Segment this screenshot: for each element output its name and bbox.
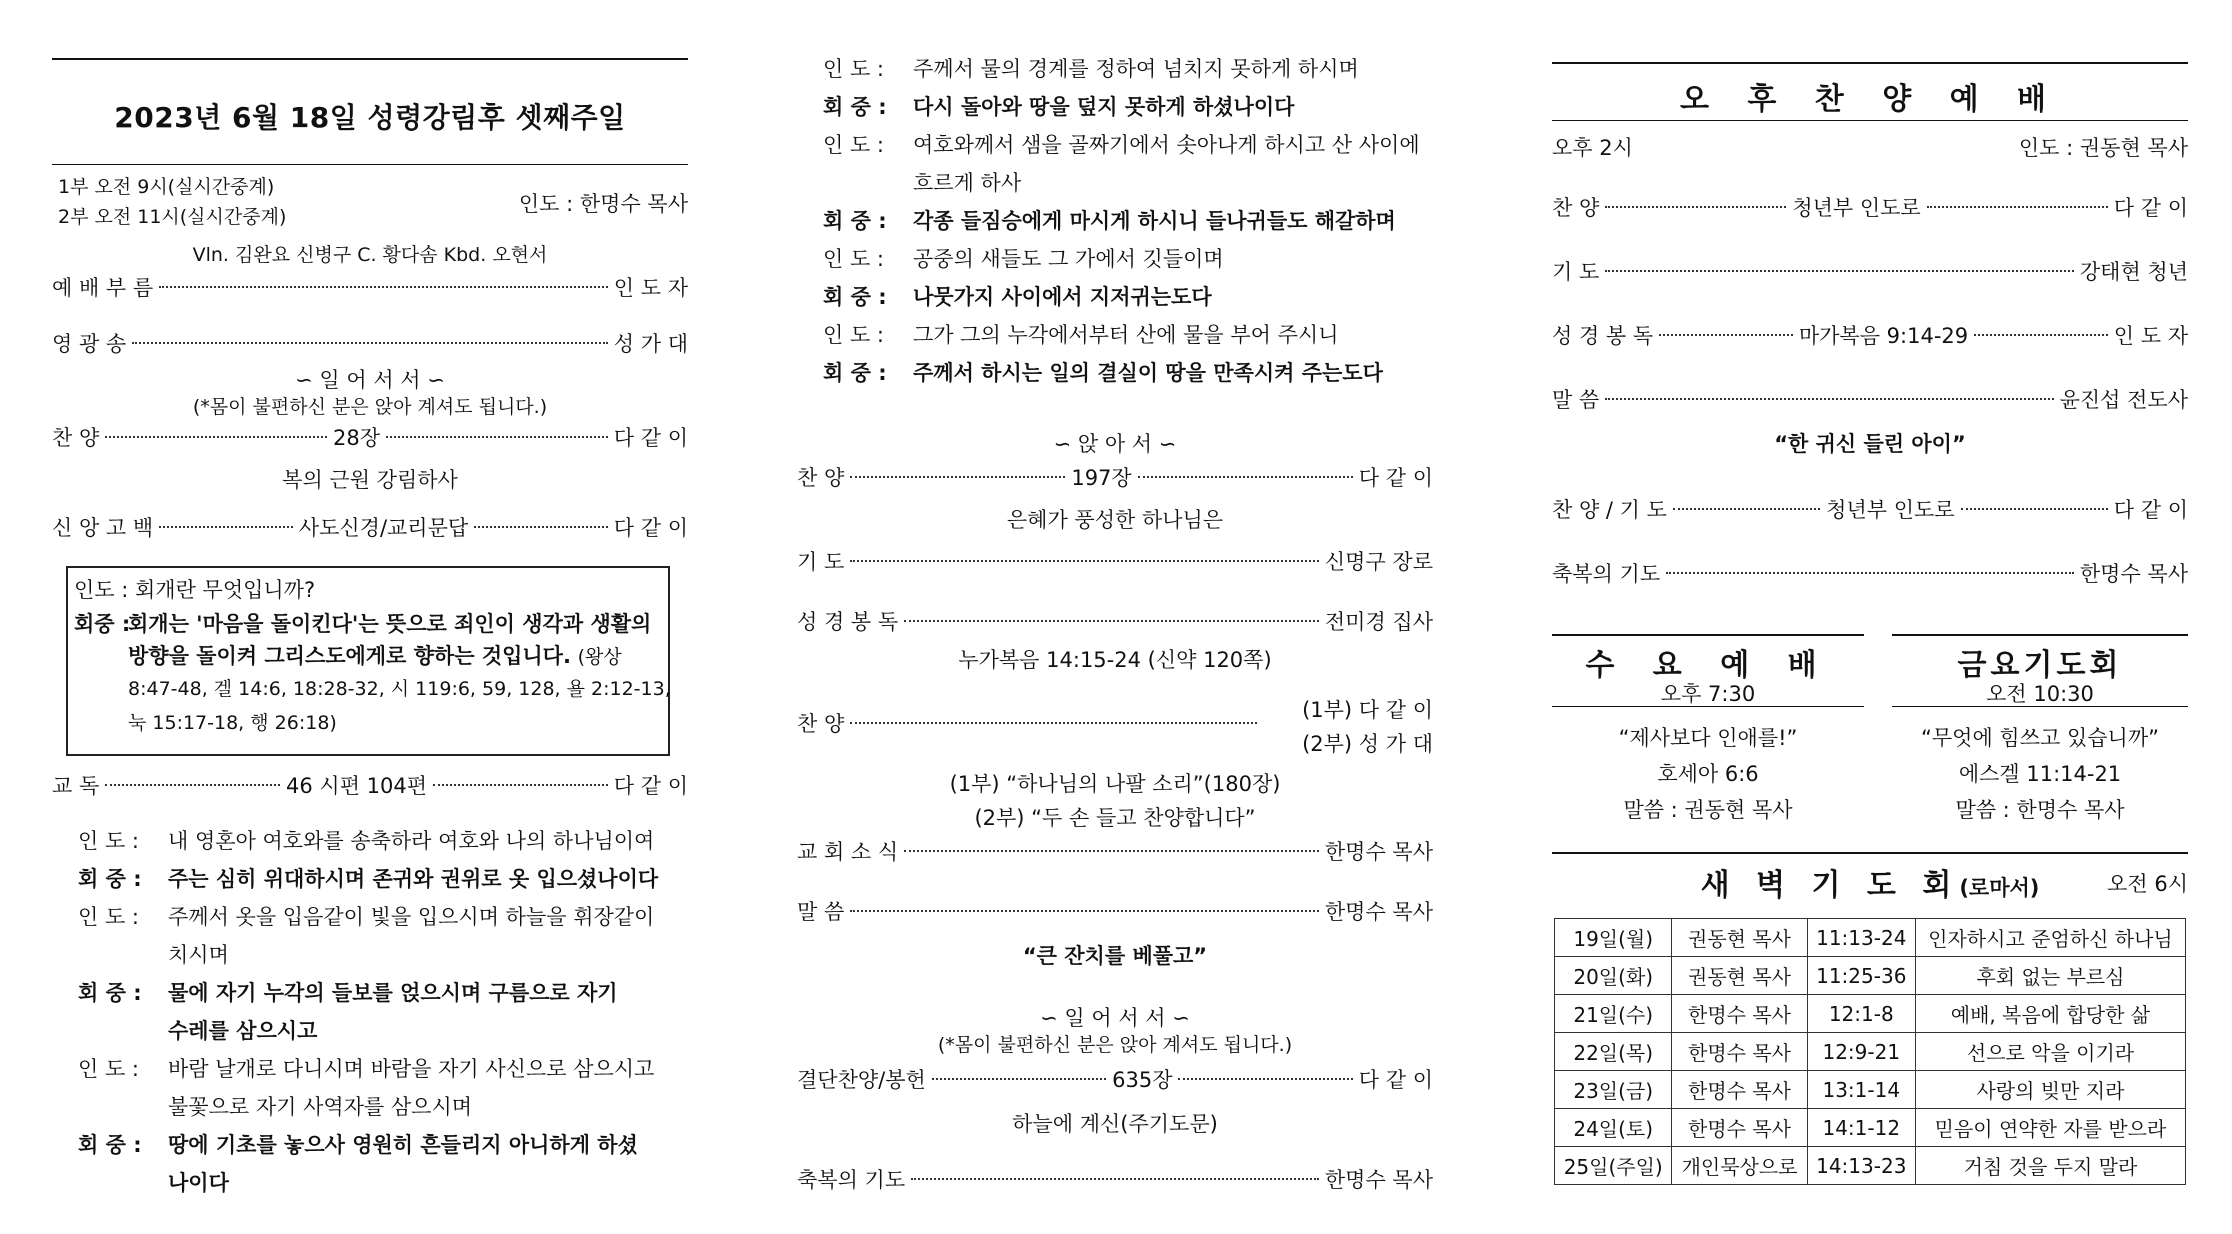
dawn-sermon-title-cell: 사랑의 빚만 지라 (1915, 1071, 2185, 1109)
dawn-speaker-cell: 한명수 목사 (1672, 1109, 1807, 1147)
title-rule (52, 164, 688, 165)
dawn-day-cell: 19일(월) (1555, 919, 1672, 957)
leader-dots (1138, 476, 1353, 478)
reading-line (823, 50, 1433, 88)
reading-who: 회 중 : (823, 361, 887, 385)
afternoon-sermon (1552, 384, 2188, 414)
reading-text: 공중의 새들도 그 가에서 깃들이며 (913, 247, 1224, 271)
order-right: 다 같 이 (2113, 196, 2188, 220)
reading-line (78, 822, 688, 860)
leader-dots (1605, 398, 2053, 400)
order-right: 인 도 자 (613, 276, 688, 300)
leader-dots (159, 526, 293, 528)
order-right: 성 가 대 (613, 332, 688, 356)
stand-instruction-2: ∽ 일 어 서 서 ∽ (1040, 1006, 1190, 1030)
order-right: 다 같 이 (1358, 466, 1433, 490)
reading-text: 땅에 기초를 놓으사 영원히 흔들리지 아니하게 하셨 (168, 1133, 638, 1157)
order-right: 전미경 집사 (1324, 610, 1433, 634)
order-scripture (797, 606, 1433, 636)
order-label: 성 경 봉 독 (1552, 324, 1654, 348)
reading-who: 인 도 : (823, 133, 884, 157)
leader-dots (904, 620, 1319, 622)
order-value: 197장 (1071, 466, 1132, 490)
dawn-sermon-title-cell: 믿음이 연약한 자를 받으라 (1915, 1109, 2185, 1147)
order-label: 찬 양 (52, 426, 100, 450)
dawn-sermon-title-cell: 예배, 복음에 합당한 삶 (1915, 995, 2185, 1033)
order-right: 한명수 목사 (1324, 840, 1433, 864)
order-value: 청년부 인도로 (1826, 498, 1955, 522)
top-rule (52, 58, 688, 60)
dawn-day-cell: 22일(목) (1555, 1033, 1672, 1071)
reading-line (823, 126, 1433, 164)
dawn-top-rule (1552, 852, 2188, 854)
hymn-title: 복의 근원 강림하사 (282, 468, 458, 492)
offering-title: 하늘에 계신(주기도문) (1012, 1112, 1218, 1136)
reading-text: 여호와께서 샘을 골짜기에서 솟아나게 하시고 산 사이에 (913, 133, 1420, 157)
afternoon-time: 오후 2시 (1552, 136, 1633, 160)
reading-line (823, 354, 1433, 392)
reading-continuation: 나이다 (168, 1171, 229, 1195)
dawn-day-cell: 24일(토) (1555, 1109, 1672, 1147)
dawn-schedule-table (1554, 918, 2186, 1185)
leader-dots (1961, 508, 2108, 510)
order-benediction (797, 1164, 1433, 1194)
order-prayer (797, 546, 1433, 576)
dawn-reference-cell: 13:1-14 (1807, 1071, 1915, 1109)
hymn-title-2: 은혜가 풍성한 하나님은 (1006, 508, 1224, 532)
order-label: 찬 양 / 기 도 (1552, 498, 1667, 522)
dawn-reference-cell: 11:13-24 (1807, 919, 1915, 957)
catechism-question: 인도 : 회개란 무엇입니까? (74, 578, 316, 602)
table-row (1555, 1109, 2186, 1147)
reading-continuation: 수레를 삼으시고 (168, 1019, 318, 1043)
reading-text: 주께서 물의 경계를 정하여 넘치지 못하게 하시며 (913, 57, 1359, 81)
order-label: 기 도 (1552, 260, 1600, 284)
wed-sermon: “제사보다 인애를!” (1618, 726, 1798, 750)
order-offering (797, 1064, 1433, 1094)
reading-continuation: 흐르게 하사 (913, 171, 1022, 195)
reading-who: 인 도 : (78, 905, 139, 929)
choir-song-1: (1부) “하나님의 나팔 소리”(180장) (949, 772, 1281, 796)
dawn-subtitle: (로마서) (1959, 876, 2040, 900)
reading-line (823, 278, 1433, 316)
order-value: 635장 (1112, 1068, 1173, 1092)
dawn-speaker-cell: 한명수 목사 (1672, 1071, 1807, 1109)
order-call-to-worship (52, 272, 688, 302)
catechism-answer-2-line (128, 640, 622, 670)
order-right: 다 같 이 (613, 426, 689, 450)
catechism-ref-3: 눅 15:17-18, 행 26:18) (128, 712, 337, 734)
reading-who: 회 중 : (823, 285, 887, 309)
table-row (1555, 1147, 2186, 1185)
dawn-reference-cell: 14:1-12 (1807, 1109, 1915, 1147)
afternoon-sermon-title: “한 귀신 들린 아이” (1774, 432, 1966, 456)
order-right: 한명수 목사 (1324, 900, 1433, 924)
service-time-1: 1부 오전 9시(실시간중계) (58, 176, 275, 198)
reading-who: 인 도 : (78, 829, 139, 853)
table-row (1555, 957, 2186, 995)
sit-instruction: ∽ 앉 아 서 ∽ (1053, 432, 1177, 456)
dawn-reference-cell: 12:9-21 (1807, 1033, 1915, 1071)
reading-who: 인 도 : (823, 323, 884, 347)
leader-dots (386, 436, 608, 438)
reading-text: 내 영혼아 여호와를 송축하라 여호와 나의 하나님이여 (168, 829, 655, 853)
reading-who: 회 중 : (78, 981, 142, 1005)
order-label: 찬 양 (1552, 196, 1600, 220)
leader-dots (1666, 572, 2074, 574)
order-right: 신명구 장로 (1324, 550, 1433, 574)
reading-text: 주께서 옷을 입음같이 빛을 입으시며 하늘을 휘장같이 (168, 905, 655, 929)
leader-dots (159, 286, 608, 288)
wed-title-rule (1552, 706, 1864, 707)
dawn-speaker-cell: 개인묵상으로 (1672, 1147, 1807, 1185)
reading-text: 그가 그의 누각에서부터 산에 물을 부어 주시니 (913, 323, 1339, 347)
table-row (1555, 995, 2186, 1033)
order-sermon (797, 896, 1433, 926)
order-label: 기 도 (797, 550, 845, 574)
choir-right-1: (1부) 다 같 이 (1302, 698, 1433, 722)
wed-speaker: 말씀 : 권동현 목사 (1623, 798, 1793, 822)
fri-reference: 에스겔 11:14-21 (1958, 762, 2122, 786)
reading-line (823, 202, 1433, 240)
scripture-text: 누가복음 14:15-24 (신약 120쪽) (958, 648, 1272, 672)
order-responsive-reading (52, 770, 688, 800)
page-title: 2023년 6월 18일 성령강림후 셋째주일 (114, 101, 626, 134)
stand-note-2: (*몸이 불편하신 분은 앉아 계셔도 됩니다.) (937, 1034, 1293, 1056)
fri-time: 오전 10:30 (1986, 682, 2094, 706)
catechism-answer-1: 회개는 '마음을 돌이킨다'는 뜻으로 죄인이 생각과 생활의 (128, 612, 652, 636)
order-hymn-2 (797, 462, 1433, 492)
dawn-sermon-title-cell: 거침 것을 두지 말라 (1915, 1147, 2185, 1185)
leader-dots (1178, 1078, 1352, 1080)
order-label: 결단찬양/봉헌 (797, 1068, 926, 1092)
leader-dots (105, 784, 280, 786)
leader-dots (1974, 334, 2108, 336)
fri-title: 금요기도회 (1957, 648, 2123, 683)
reading-text: 다시 돌아와 땅을 덮지 못하게 하셨나이다 (913, 95, 1295, 119)
order-news (797, 836, 1433, 866)
dawn-title: 새 벽 기 도 회 (1700, 868, 1960, 903)
leader-dots (850, 722, 1257, 724)
dawn-reference-cell: 11:25-36 (1807, 957, 1915, 995)
dawn-sermon-title-cell: 인자하시고 준엄하신 하나님 (1915, 919, 2185, 957)
reading-text: 나뭇가지 사이에서 지저귀는도다 (913, 285, 1212, 309)
reading-who: 회 중 : (823, 95, 887, 119)
afternoon-title-rule (1552, 120, 2188, 121)
order-label: 예 배 부 름 (52, 276, 154, 300)
order-value: 마가복음 9:14-29 (1798, 324, 1969, 348)
reading-who: 회 중 : (823, 209, 887, 233)
afternoon-hymn (1552, 192, 2188, 222)
reading-continuation: 불꽃으로 자기 사역자를 삼으시며 (168, 1095, 473, 1119)
reading-line (823, 240, 1433, 278)
wed-reference: 호세아 6:6 (1657, 762, 1759, 786)
dawn-speaker-cell: 한명수 목사 (1672, 995, 1807, 1033)
leader-dots (850, 910, 1319, 912)
order-value: 28장 (333, 426, 381, 450)
reading-text: 각종 들짐승에게 마시게 하시니 들나귀들도 해갈하며 (913, 209, 1396, 233)
order-right: 강태현 청년 (2079, 260, 2188, 284)
fri-top-rule (1892, 634, 2188, 636)
leader-dots (850, 476, 1065, 478)
reading-line (78, 974, 688, 1012)
wed-title: 수 요 예 배 (1585, 648, 1831, 683)
order-label: 찬 양 (797, 466, 845, 490)
order-label: 말 씀 (797, 900, 845, 924)
dawn-day-cell: 21일(수) (1555, 995, 1672, 1033)
dawn-heading (1552, 860, 2188, 904)
reading-text: 주는 심히 위대하시며 존귀와 권위로 옷 입으셨나이다 (168, 867, 659, 891)
reading-who: 인 도 : (78, 1057, 139, 1081)
catechism-answer-who: 회중 : (74, 612, 131, 636)
order-label: 찬 양 (797, 712, 845, 736)
reading-who: 인 도 : (823, 57, 884, 81)
reading-text: 바람 날개로 다니시며 바람을 자기 사신으로 삼으시고 (168, 1057, 655, 1081)
afternoon-top-rule (1552, 62, 2188, 64)
dawn-sermon-title-cell: 선으로 악을 이기라 (1915, 1033, 2185, 1071)
order-value: 46 시편 104편 (286, 774, 428, 798)
order-label: 영 광 송 (52, 332, 127, 356)
order-right: 다 같 이 (2113, 498, 2189, 522)
dawn-day-cell: 23일(금) (1555, 1071, 1672, 1109)
dawn-speaker-cell: 한명수 목사 (1672, 1033, 1807, 1071)
choir-song-2: (2부) “두 손 들고 찬양합니다” (974, 806, 1256, 830)
fri-title-rule (1892, 706, 2188, 707)
order-hymn (52, 422, 688, 452)
leader-dots (105, 436, 327, 438)
dawn-sermon-title-cell: 후회 없는 부르심 (1915, 957, 2185, 995)
catechism-ref-2: 8:47-48, 겔 14:6, 18:28-32, 시 119:6, 59, 128, 욜 2:12-13, (128, 678, 671, 700)
reading-who: 인 도 : (823, 247, 884, 271)
reading-text: 주께서 하시는 일의 결실이 땅을 만족시켜 주는도다 (913, 361, 1383, 385)
reading-text: 물에 자기 누각의 들보를 얹으시며 구름으로 자기 (168, 981, 618, 1005)
order-value: 청년부 인도로 (1792, 196, 1921, 220)
reading-line (78, 860, 688, 898)
order-right: 한명수 목사 (1324, 1168, 1433, 1192)
order-label: 교 독 (52, 774, 100, 798)
afternoon-scripture (1552, 320, 2188, 350)
reading-line (823, 88, 1433, 126)
reading-line (78, 1050, 688, 1088)
leader-dots (1659, 334, 1793, 336)
order-label: 말 씀 (1552, 388, 1600, 412)
dawn-reference-cell: 12:1-8 (1807, 995, 1915, 1033)
order-right: 한명수 목사 (2079, 562, 2188, 586)
catechism-answer-2: 방향을 돌이켜 그리스도에게로 향하는 것입니다. (128, 644, 571, 668)
order-right: 인 도 자 (2113, 324, 2189, 348)
order-right: 윤진섭 전도사 (2059, 388, 2188, 412)
service-time-2: 2부 오전 11시(실시간중계) (58, 206, 287, 228)
order-creed (52, 512, 688, 542)
choir-right-2: (2부) 성 가 대 (1302, 732, 1433, 756)
order-label: 교 회 소 식 (797, 840, 899, 864)
afternoon-praise-prayer (1552, 494, 2188, 524)
stand-note: (*몸이 불편하신 분은 앉아 계셔도 됩니다.) (192, 396, 548, 418)
catechism-ref-1: (왕상 (577, 646, 622, 668)
leader-dots (1605, 270, 2074, 272)
order-label: 축복의 기도 (1552, 562, 1661, 586)
order-label: 성 경 봉 독 (797, 610, 899, 634)
dawn-speaker-cell: 권동현 목사 (1672, 919, 1807, 957)
dawn-time: 오전 6시 (2107, 872, 2188, 896)
dawn-day-cell: 25일(주일) (1555, 1147, 1672, 1185)
reading-line (823, 316, 1433, 354)
leader-dots (132, 342, 608, 344)
table-row (1555, 919, 2186, 957)
leader-dots (1927, 206, 2108, 208)
sermon-title: “큰 잔치를 베풀고” (1022, 944, 1208, 968)
afternoon-benediction (1552, 558, 2188, 588)
reading-line (78, 1126, 688, 1164)
order-label: 축복의 기도 (797, 1168, 906, 1192)
leader-dots (904, 850, 1319, 852)
reading-who: 회 중 : (78, 867, 142, 891)
order-right: 다 같 이 (613, 516, 689, 540)
wed-time: 오후 7:30 (1660, 682, 1756, 706)
leader-dots (850, 560, 1319, 562)
leader-dots (474, 526, 608, 528)
fri-sermon: “무엇에 힘쓰고 있습니까” (1921, 726, 2159, 750)
service-leader: 인도 : 한명수 목사 (518, 192, 688, 216)
afternoon-leader: 인도 : 권동현 목사 (2018, 136, 2188, 160)
leader-dots (433, 784, 608, 786)
catechism-box (66, 566, 670, 756)
fri-speaker: 말씀 : 한명수 목사 (1955, 798, 2125, 822)
stand-instruction: ∽ 일 어 서 서 ∽ (295, 368, 445, 392)
reading-continuation: 치시며 (168, 943, 229, 967)
dawn-reference-cell: 14:13-23 (1807, 1147, 1915, 1185)
table-row (1555, 1033, 2186, 1071)
leader-dots (911, 1178, 1319, 1180)
musicians: Vln. 김완요 신병구 C. 황다솜 Kbd. 오현서 (192, 244, 548, 266)
order-value: 사도신경/교리문답 (298, 516, 469, 540)
order-right: 다 같 이 (613, 774, 689, 798)
dawn-speaker-cell: 권동현 목사 (1672, 957, 1807, 995)
order-right: 다 같 이 (1358, 1068, 1434, 1092)
reading-who: 회 중 : (78, 1133, 142, 1157)
order-gloria (52, 328, 688, 358)
order-label: 신 앙 고 백 (52, 516, 154, 540)
leader-dots (932, 1078, 1106, 1080)
leader-dots (1673, 508, 1820, 510)
wed-top-rule (1552, 634, 1864, 636)
afternoon-title: 오 후 찬 양 예 배 (1679, 82, 2061, 117)
leader-dots (1605, 206, 1786, 208)
afternoon-prayer (1552, 256, 2188, 286)
reading-line (78, 898, 688, 936)
table-row (1555, 1071, 2186, 1109)
dawn-day-cell: 20일(화) (1555, 957, 1672, 995)
